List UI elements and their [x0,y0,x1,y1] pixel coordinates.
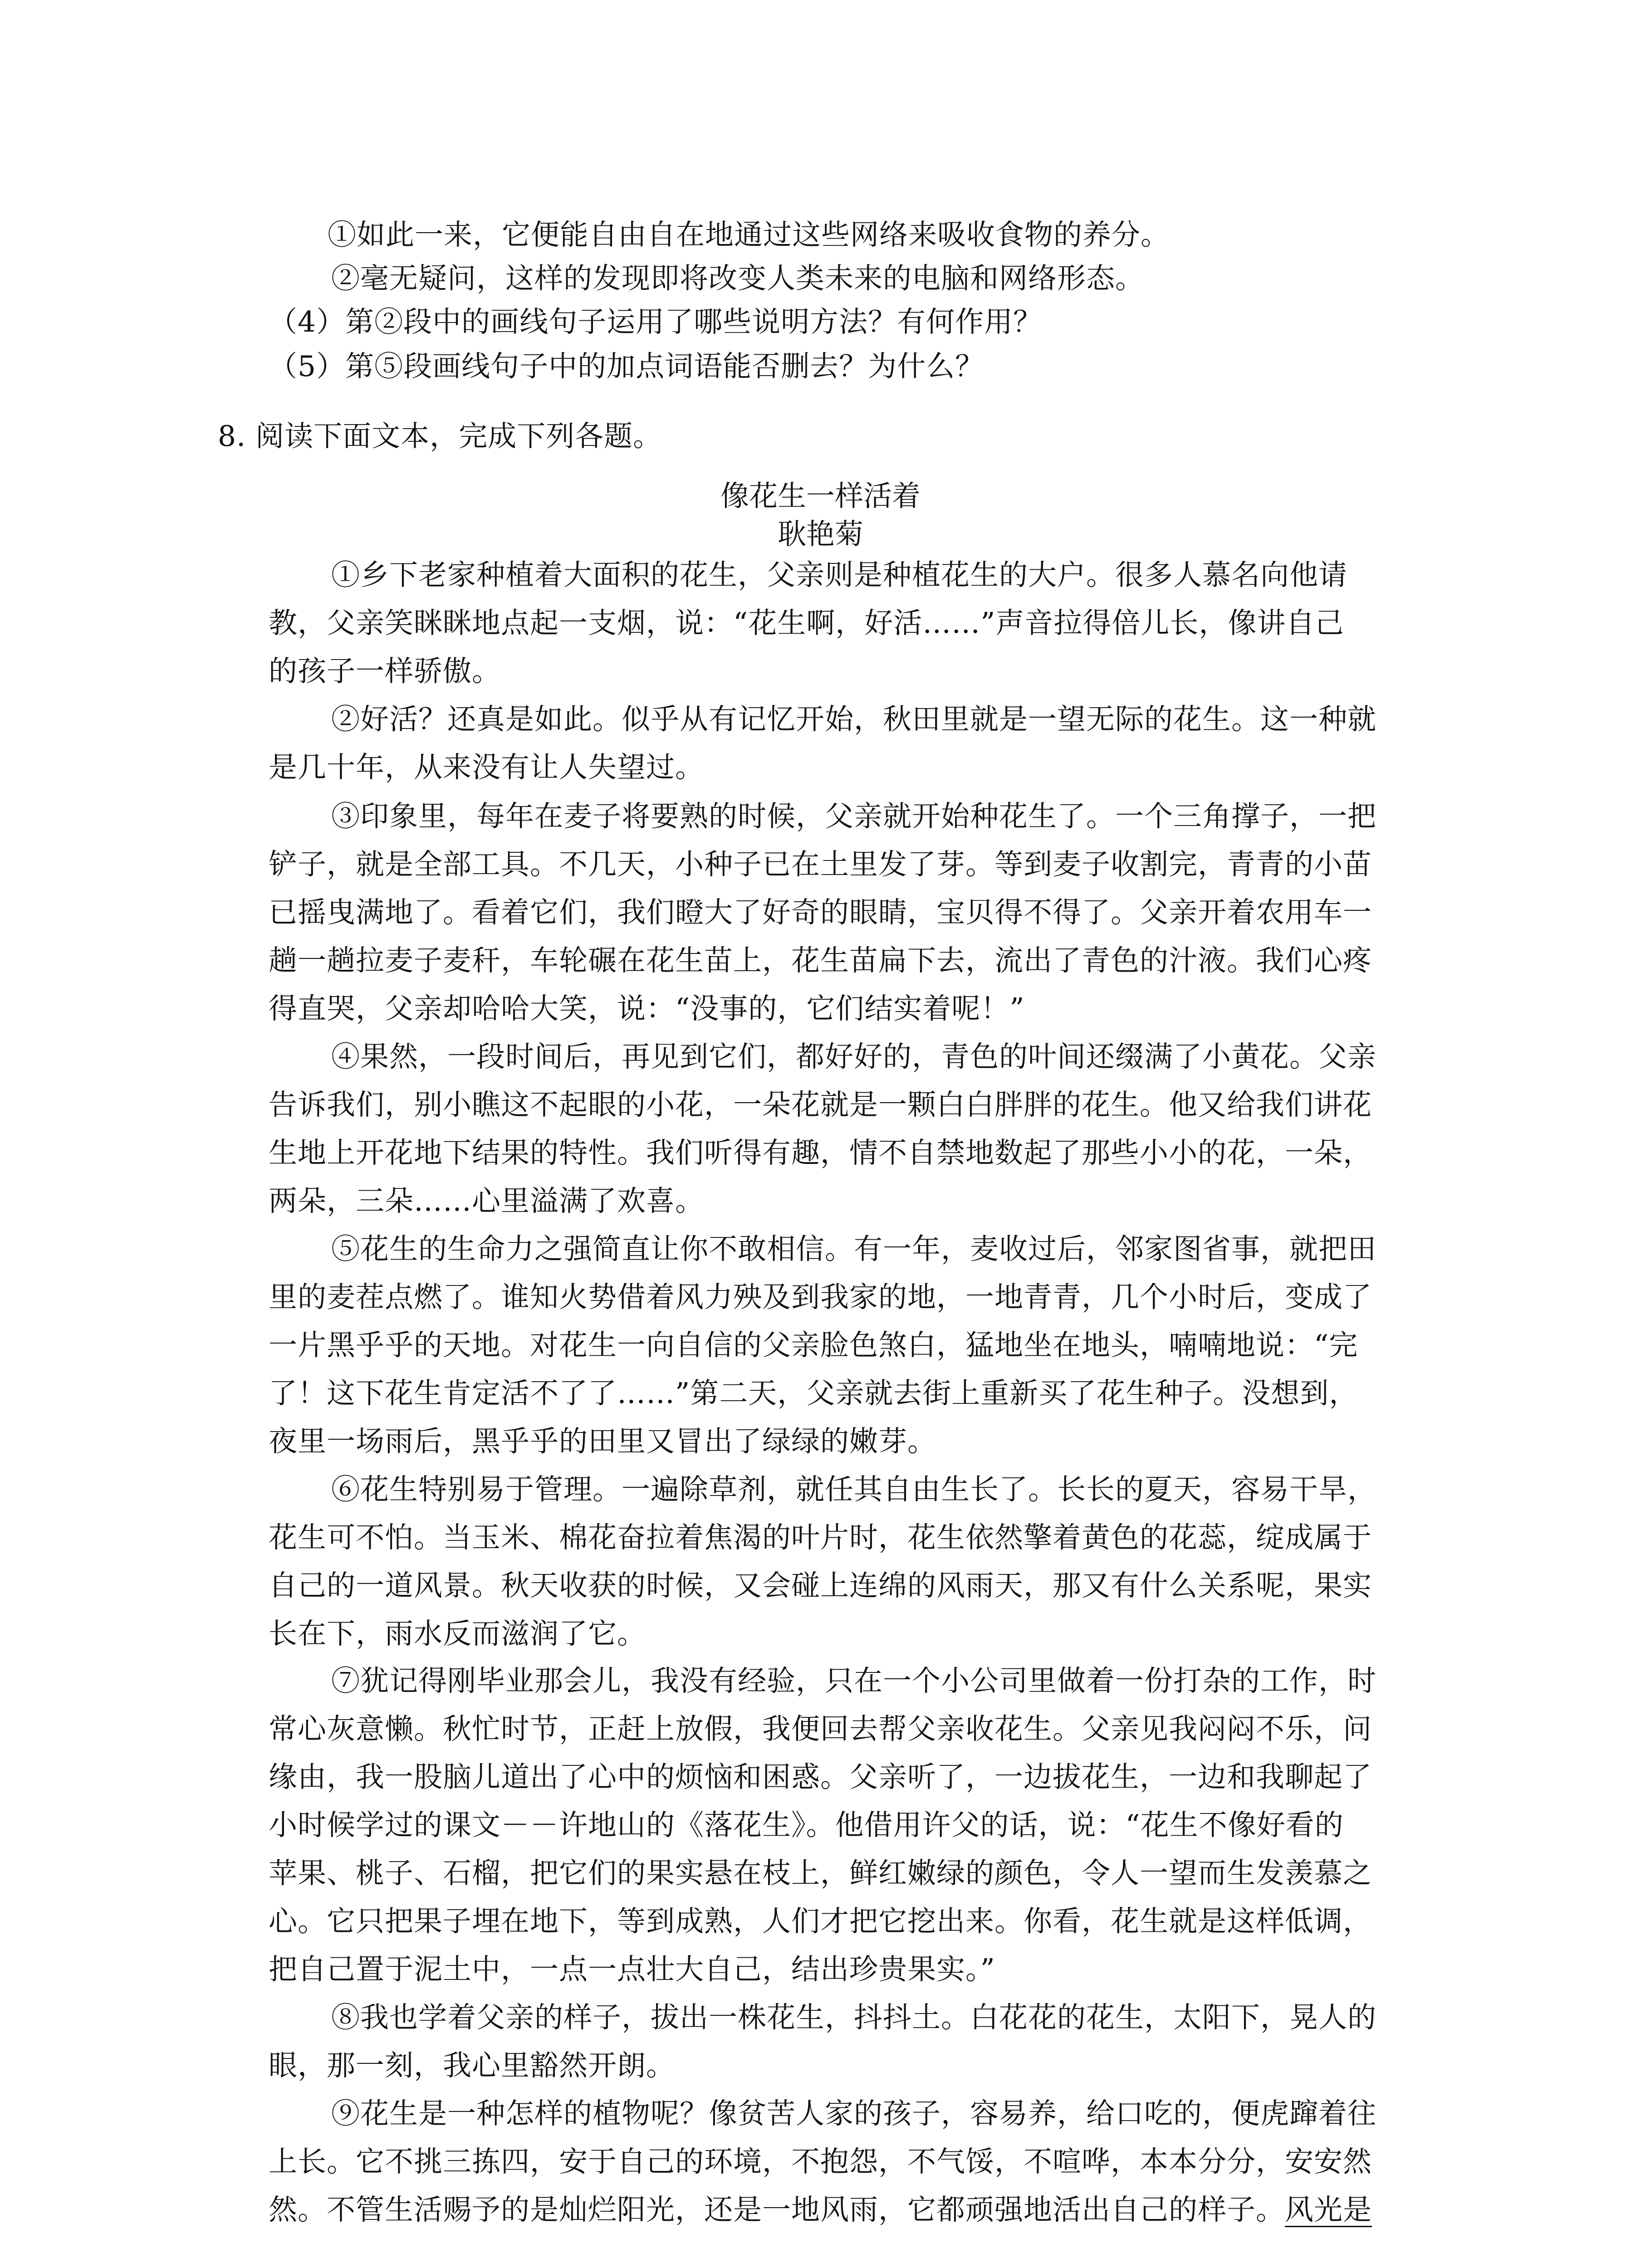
paragraph-3-line-5: 得直哭，父亲却哈哈大笑，说：“没事的，它们结实着呢！” [269,992,1025,1025]
paragraph-4-line-4: 两朵，三朵……心里溢满了欢喜。 [269,1184,704,1217]
paragraph-1-line-2: 教，父亲笑眯眯地点起一支烟，说：“花生啊，好活……”声音拉得倍儿长，像讲自己 [269,606,1344,640]
question-5: （5）第⑤段画线句子中的加点词语能否删去？为什么？ [269,350,985,383]
paragraph-3-line-1: ③印象里，每年在麦子将要熟的时候，父亲就开始种花生了。一个三角撑子，一把 [331,800,1376,833]
paragraph-3-line-4: 趟一趟拉麦子麦秆，车轮碾在花生苗上，花生苗扁下去，流出了青色的汁液。我们心疼 [269,944,1372,977]
paragraph-9-line-3-text: 然。不管生活赐予的是灿烂阳光，还是一地风雨，它都顽强地活出自己的样子。 [269,2193,1285,2226]
paragraph-7-line-5: 苹果、桃子、石榴，把它们的果实悬在枝上，鲜红嫩绿的颜色，令人一望而生发羡慕之 [269,1857,1372,1890]
question-4: （4）第②段中的画线句子运用了哪些说明方法？有何作用？ [269,305,1043,338]
paragraph-3-line-3: 已摇曳满地了。看着它们，我们瞪大了好奇的眼睛，宝贝得不得了。父亲开着农用车一 [269,896,1372,929]
underlined-phrase: 风光是 [1285,2193,1372,2226]
question-8-heading: 8. 阅读下面文本，完成下列各题。 [218,420,662,453]
paragraph-5-line-5: 夜里一场雨后，黑乎乎的田里又冒出了绿绿的嫩芽。 [269,1425,936,1458]
paragraph-9-line-2: 上长。它不挑三拣四，安于自己的环境，不抱怨，不气馁，不喧哗，本本分分，安安然 [269,2145,1372,2178]
paragraph-7-line-1: ⑦犹记得刚毕业那会儿，我没有经验，只在一个小公司里做着一份打杂的工作，时 [331,1664,1376,1697]
paragraph-6-line-3: 自己的一道风景。秋天收获的时候，又会碰上连绵的风雨天，那又有什么关系呢，果实 [269,1569,1372,1602]
paragraph-2-line-1: ②好活？还真是如此。似乎从有记忆开始，秋田里就是一望无际的花生。这一种就 [331,703,1376,736]
sub-sentence-2: ②毫无疑问，这样的发现即将改变人类未来的电脑和网络形态。 [331,262,1144,295]
paragraph-7-line-2: 常心灰意懒。秋忙时节，正赶上放假，我便回去帮父亲收花生。父亲见我闷闷不乐，问 [269,1712,1372,1745]
paragraph-9-line-3 [269,2195,1372,2224]
paragraph-1-line-1: ①乡下老家种植着大面积的花生，父亲则是种植花生的大户。很多人慕名向他请 [331,558,1347,591]
article-author: 耿艳菊 [778,518,863,551]
paragraph-7-line-7: 把自己置于泥土中，一点一点壮大自己，结出珍贵果实。” [269,1953,995,1986]
sub-sentence-1: ①如此一来，它便能自由自在地通过这些网络来吸收食物的养分。 [328,218,1170,251]
paragraph-8-line-2: 眼，那一刻，我心里豁然开朗。 [269,2049,675,2082]
paragraph-9-line-1: ⑨花生是一种怎样的植物呢？像贫苦人家的孩子，容易养，给口吃的，便虎蹿着往 [331,2097,1376,2130]
paragraph-1-line-3: 的孩子一样骄傲。 [269,655,501,688]
paragraph-5-line-3: 一片黑乎乎的天地。对花生一向自信的父亲脸色煞白，猛地坐在地头，喃喃地说：“完 [269,1329,1358,1362]
paragraph-7-line-4: 小时候学过的课文－－许地山的《落花生》。他借用许父的话，说：“花生不像好看的 [269,1809,1344,1842]
paragraph-7-line-3: 缘由，我一股脑儿道出了心中的烦恼和困惑。父亲听了，一边拔花生，一边和我聊起了 [269,1760,1372,1794]
paragraph-6-line-4: 长在下，雨水反而滋润了它。 [269,1617,646,1650]
paragraph-2-line-2: 是几十年，从来没有让人失望过。 [269,751,704,784]
paragraph-6-line-1: ⑥花生特别易于管理。一遍除草剂，就任其自由生长了。长长的夏天，容易干旱， [331,1473,1376,1506]
paragraph-5-line-1: ⑤花生的生命力之强简直让你不敢相信。有一年，麦收过后，邻家图省事，就把田 [331,1232,1376,1266]
paragraph-5-line-4: 了！这下花生肯定活不了了……”第二天，父亲就去街上重新买了花生种子。没想到， [269,1377,1358,1410]
paragraph-4-line-2: 告诉我们，别小瞧这不起眼的小花，一朵花就是一颗白白胖胖的花生。他又给我们讲花 [269,1088,1372,1121]
paragraph-4-line-1: ④果然，一段时间后，再见到它们，都好好的，青色的叶间还缀满了小黄花。父亲 [331,1040,1376,1073]
paragraph-6-line-2: 花生可不怕。当玉米、棉花奋拉着焦渴的叶片时，花生依然擎着黄色的花蕊，绽成属于 [269,1521,1372,1554]
paragraph-3-line-2: 铲子，就是全部工具。不几天，小种子已在土里发了芽。等到麦子收割完，青青的小苗 [269,848,1372,881]
article-title: 像花生一样活着 [720,479,921,513]
paragraph-4-line-3: 生地上开花地下结果的特性。我们听得有趣，情不自禁地数起了那些小小的花，一朵， [269,1136,1372,1169]
paragraph-5-line-2: 里的麦茬点燃了。谁知火势借着风力殃及到我家的地，一地青青，几个小时后，变成了 [269,1281,1372,1314]
paragraph-7-line-6: 心。它只把果子埋在地下，等到成熟，人们才把它挖出来。你看，花生就是这样低调， [269,1905,1372,1938]
paragraph-8-line-1: ⑧我也学着父亲的样子，拔出一株花生，抖抖土。白花花的花生，太阳下，晃人的 [331,2001,1376,2034]
